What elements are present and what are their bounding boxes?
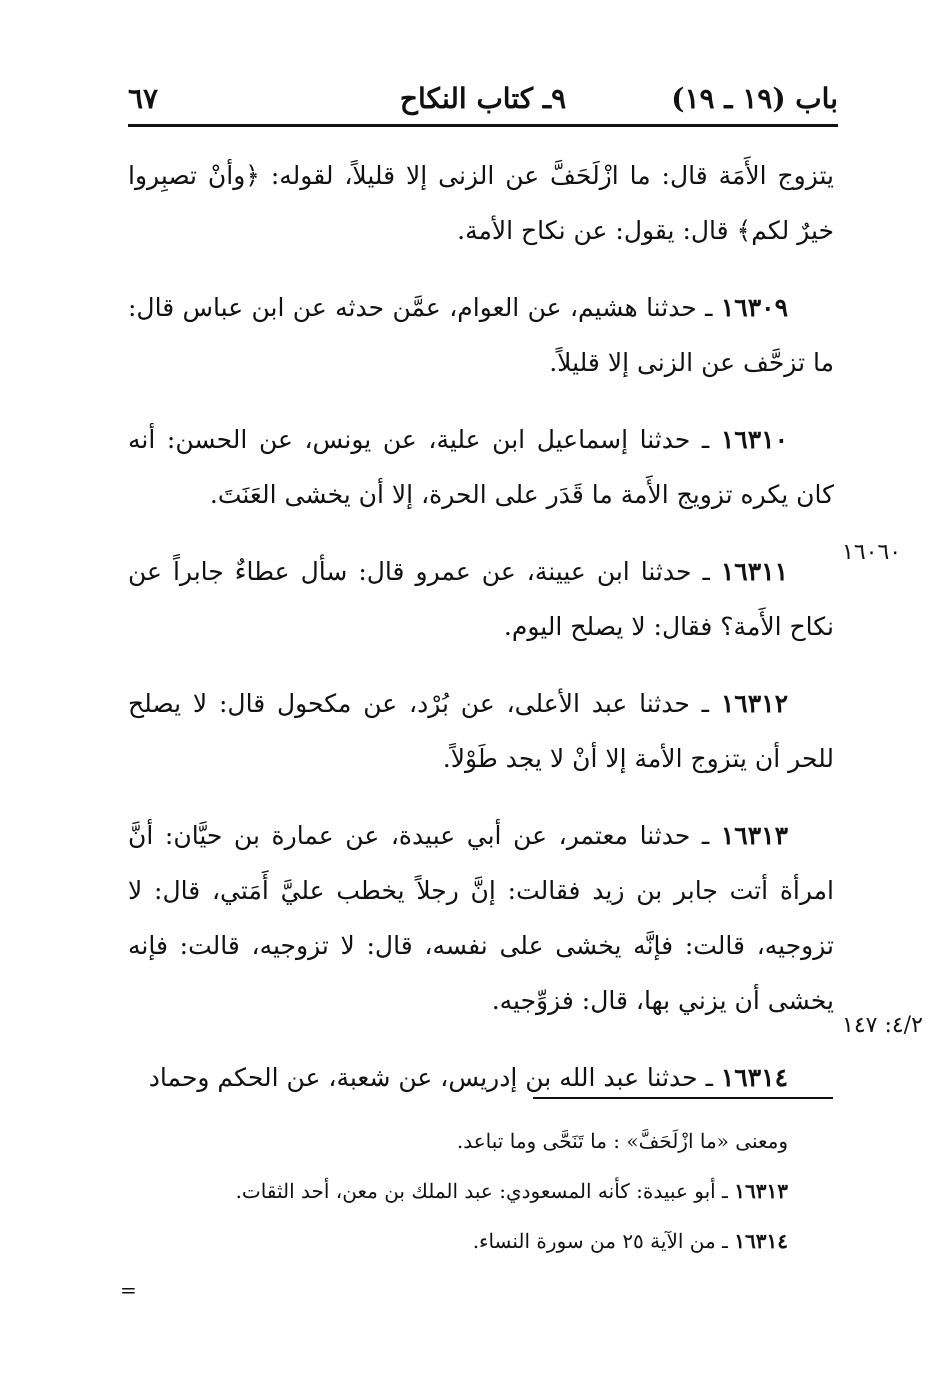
paragraph-text: ـ حدثنا معتمر، عن أبي عبيدة، عن عمارة بن حيَّان: أنَّ امرأة أتت جابر بن زيد فقالت: إنَّ رجلاً يخطب عليَّ أَمَتي، قال: لا تزوجيه، قالت: فإنَّه يخشى على نفسه، قال: لا تزوجيه، قالت: فإنه يخشى أن يزني بها، قال: فزوِّجيه. — [128, 821, 834, 1015]
main-text — [128, 148, 834, 1127]
margin-note-volume-page: ٤/٢: ١٤٧ — [842, 1013, 923, 1038]
hadith-16311 — [128, 544, 834, 654]
hadith-number: ١٦٣١٤ — [720, 1063, 788, 1092]
paragraph-text: ـ حدثنا عبد الله بن إدريس، عن شعبة، عن الحكم وحماد — [148, 1063, 713, 1092]
margin-note-16060: ١٦٠٦٠ — [842, 540, 902, 565]
footnote-number: ١٦٣١٤ — [734, 1229, 788, 1253]
hadith-number: ١٦٣١٢ — [720, 689, 788, 718]
hadith-number: ١٦٣٠٩ — [720, 293, 788, 322]
header-rule — [128, 124, 838, 127]
paragraph-continuation — [128, 148, 834, 258]
hadith-number: ١٦٣١١ — [720, 557, 788, 586]
page-header — [128, 74, 838, 122]
hadith-number: ١٦٣١٣ — [720, 821, 788, 850]
footnote-text: ومعنى «ما ازْلَحَفَّ» : ما تَنَحَّى وما تباعد. — [456, 1129, 788, 1153]
footnote-meaning — [128, 1116, 788, 1166]
paragraph-text: ـ حدثنا ابن عيينة، عن عمرو قال: سأل عطاءٌ جابراً عن نكاح الأَمة؟ فقال: لا يصلح اليوم. — [128, 557, 834, 641]
footnote-rule — [533, 1097, 833, 1099]
footnote-16313 — [128, 1166, 788, 1216]
footnote-16314 — [128, 1216, 788, 1266]
hadith-16313 — [128, 808, 834, 1028]
paragraph-text: ـ حدثنا هشيم، عن العوام، عمَّن حدثه عن ابن عباس قال: ما تزحَّف عن الزنى إلا قليلاً. — [128, 293, 834, 377]
paragraph-text: ـ حدثنا عبد الأعلى، عن بُرْد، عن مكحول قال: لا يصلح للحر أن يتزوج الأمة إلا أنْ لا يجد طَوْلاً. — [128, 689, 834, 773]
footnote-text: ـ أبو عبيدة: كأنه المسعودي: عبد الملك بن معن، أحد الثقات. — [235, 1179, 728, 1203]
paragraph-text: يتزوج الأَمَة قال: ما ازْلَحَفَّ عن الزنى إلا قليلاً، لقوله: ﴿وأنْ تصبِروا خيرٌ لكم﴾ قال: يقول: عن نكاح الأمة. — [128, 161, 834, 245]
footnote-text: ـ من الآية ٢٥ من سورة النساء. — [472, 1229, 728, 1253]
footnote-number: ١٦٣١٣ — [734, 1179, 788, 1203]
hadith-16310 — [128, 412, 834, 522]
page-number: ٦٧ — [128, 82, 159, 115]
continuation-mark: = — [120, 1278, 137, 1302]
hadith-number: ١٦٣١٠ — [720, 425, 788, 454]
book-title: ٩ـ كتاب النكاح — [399, 82, 567, 115]
hadith-16312 — [128, 676, 834, 786]
paragraph-text: ـ حدثنا إسماعيل ابن علية، عن يونس، عن الحسن: أنه كان يكره تزويج الأَمة ما قَدَر على الحرة، إلا أن يخشى العَنَتَ. — [128, 425, 834, 509]
footnotes — [128, 1116, 788, 1266]
hadith-16309 — [128, 280, 834, 390]
chapter-range: باب (١٩ ـ ١٩) — [671, 82, 838, 115]
